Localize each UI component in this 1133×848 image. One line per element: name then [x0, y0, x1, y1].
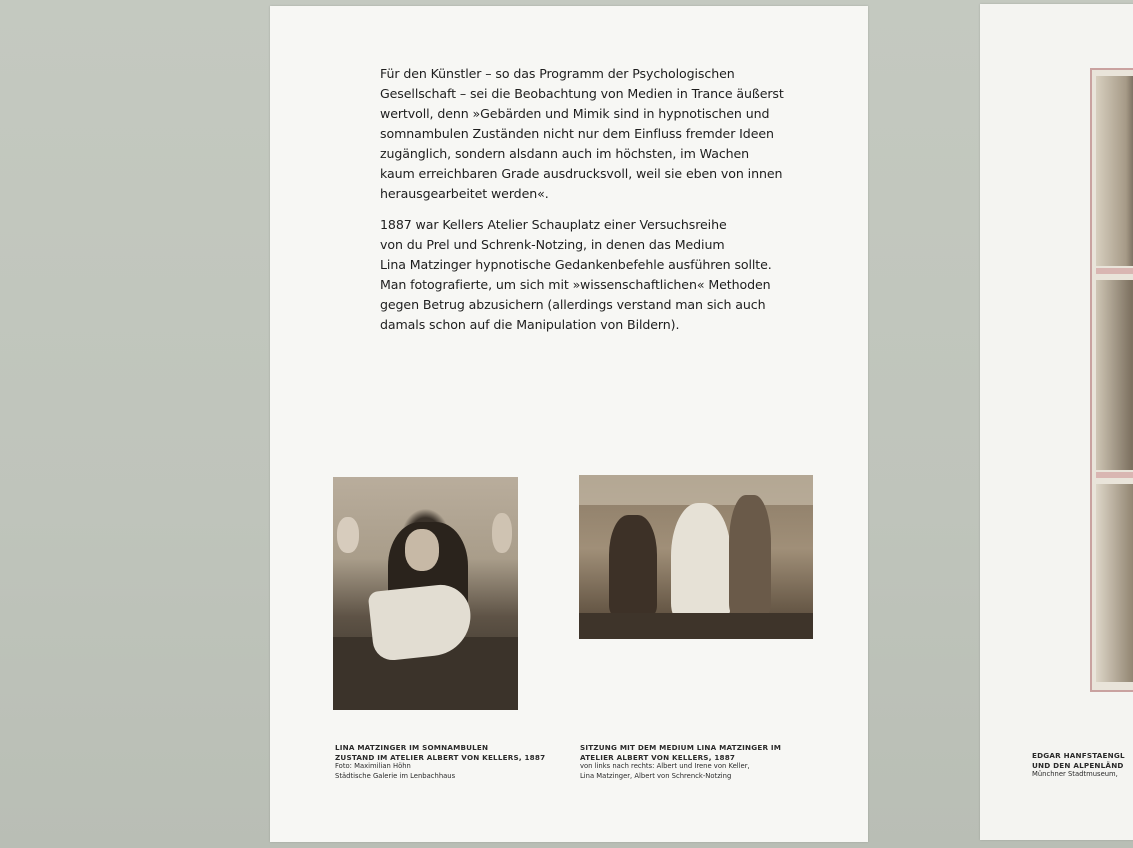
photo-strip-divider	[1096, 472, 1133, 478]
photo-background	[579, 475, 813, 505]
photo-strip-divider	[1096, 268, 1133, 274]
caption-photo-1	[335, 743, 575, 781]
caption-meta: Foto: Maximilian Höhn Städtische Galerie im Lenbachhaus	[335, 762, 456, 780]
photo-figure-right	[729, 495, 771, 615]
photo-face	[405, 529, 439, 571]
exhibition-panel	[270, 6, 868, 842]
caption-adjacent	[1032, 751, 1133, 780]
photo-seance	[579, 475, 813, 639]
photo-figure-left	[609, 515, 657, 615]
caption-photo-2	[580, 743, 820, 781]
photo-strip	[1090, 68, 1133, 692]
photo-raised-hand-right	[492, 513, 512, 553]
photo-strip-frame-1	[1096, 76, 1133, 266]
photo-raised-hand-left	[337, 517, 359, 553]
caption-title: EDGAR HANFSTAENGL UND DEN ALPENLÄND	[1032, 751, 1125, 770]
caption-meta: Münchner Stadtmuseum,	[1032, 770, 1118, 779]
caption-title: LINA MATZINGER IM SOMNAMBULEN ZUSTAND IM ATELIER ALBERT VON KELLERS, 1887	[335, 743, 546, 762]
caption-meta: von links nach rechts: Albert und Irene von Keller, Lina Matzinger, Albert von Schrenck-Notzing	[580, 762, 750, 780]
photo-lina-matzinger	[333, 477, 518, 710]
paragraph-1: Für den Künstler – so das Programm der Psychologischen Gesellschaft – sei die Beobachtung von Medien in Trance äußerst wertvoll, denn »Gebärden und Mimik sind in hypnotischen und somnambulen Zuständen nicht nur dem Einfluss fremder Ideen zugänglich, sondern alsdann auch im höchsten, im Wachen kaum erreichbaren Grade ausdrucksvoll, weil sie eben von innen herausgearbeitet werden«.	[380, 66, 784, 201]
photo-strip-frame-2	[1096, 280, 1133, 470]
panel-text	[380, 64, 810, 335]
paragraph-2: 1887 war Kellers Atelier Schauplatz einer Versuchsreihe von du Prel und Schrenk-Notzing, in denen das Medium Lina Matzinger hypnotische Gedankenbefehle ausführen sollte. Man fotografierte, um sich mit »wissenschaftlichen« Methoden gegen Betrug abzusichern (allerdings verstand man sich auch damals schon auf die Manipulation von Bildern).	[380, 217, 772, 332]
adjacent-panel	[980, 4, 1133, 840]
photo-floor	[579, 613, 813, 639]
caption-title: SITZUNG MIT DEM MEDIUM LINA MATZINGER IM ATELIER ALBERT VON KELLERS, 1887	[580, 743, 782, 762]
photo-strip-frame-3	[1096, 484, 1133, 682]
photo-figure-center	[671, 503, 731, 621]
